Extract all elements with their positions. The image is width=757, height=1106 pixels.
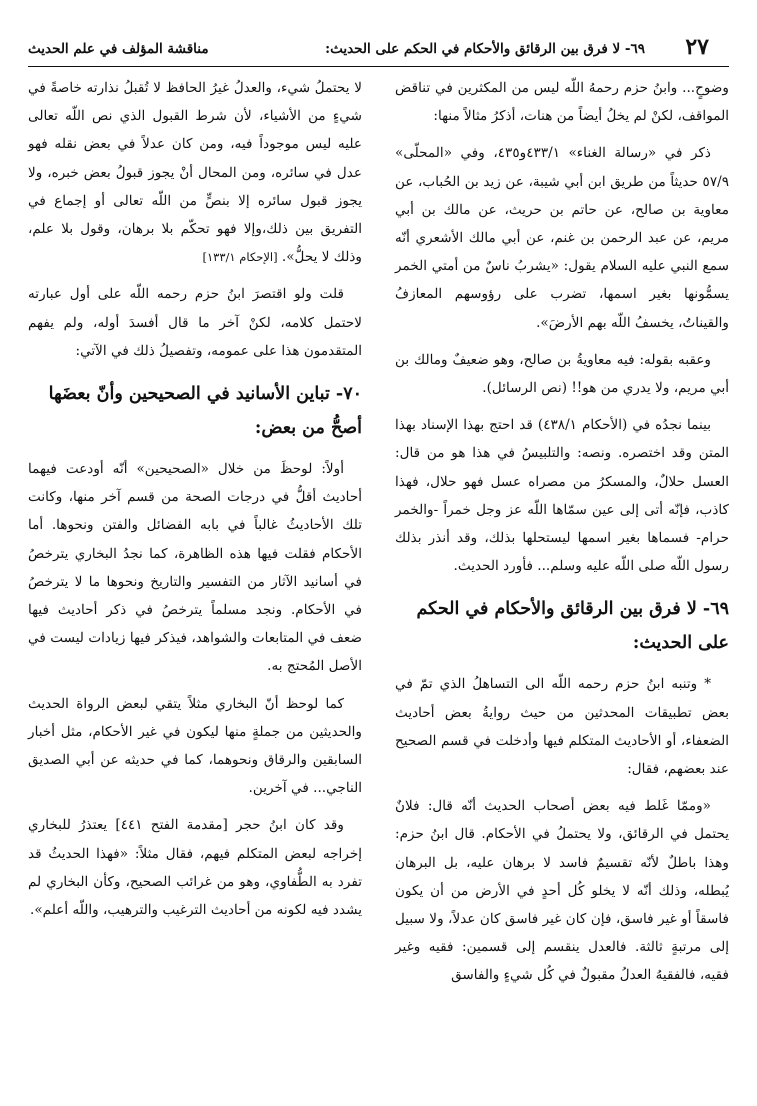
right-column xyxy=(395,74,729,999)
paragraph: بينما نجدُه في (الأحكام ٤٣٨/١) قد احتج بهذا الإسناد بهذا المتن وقد اختصره. ونصه: والتلبيسُ في هذا هو من قال: العسل حلالٌ، والمسكرُ من مصراه عسل فهو حلال، فهذا كاذب، فإنّه أتى إلى عين سمّاها اللّه عز وجل خمراً -والخمر حرام- فسماها بغير اسمها ليستحلها بذلك، وقد أنذر بذلك رسول اللّه صلى اللّه عليه وسلم... فأورد الحديث. xyxy=(395,417,729,575)
section-heading-69: ٦٩- لا فرق بين الرقائق والأحكام في الحكم على الحديث: xyxy=(416,599,729,654)
paragraph: «وممّا غَلط فيه بعض أصحاب الحديث أنّه قال: فلانٌ يحتمل في الرقائق، ولا يحتملُ في الأحكام. قال ابنُ حزم: وهذا باطلٌ لأنّه تقسيمٌ فاسد لا برهان عليه، بل البرهان يُبطله، وذلك أنّه لا يخلو كُل أحدٍ في الأرض من أن يكون فاسقاً أو غير فاسق، فإن كان غير فاسق كان عدلاً، ولا سبيل إلى مرتبةٍ ثالثة. فالعدل ينقسم إلى قسمين: فقيه وغير فقيه، فالفقيهُ العدلُ مقبولٌ في كُل شيءٍ والفاسق xyxy=(395,798,729,984)
paragraph xyxy=(28,74,362,271)
paragraph: * وتنبه ابنُ حزم رحمه اللّه الى التساهلُ الذي تمّ في بعض تطبيقات المحدثين من حيث روايةُ بعض أحاديث الضعفاء، أو الأحاديث المتكلم فيها وأدخلت في قسم الصحيح عند بعضهم، فقال: xyxy=(395,676,729,778)
running-title-right: ٦٩- لا فرق بين الرقائق والأحكام في الحكم على الحديث: xyxy=(325,41,645,57)
header-divider xyxy=(28,66,729,67)
paragraph: وضوحٍ... وابنُ حزم رحمهُ اللّه ليس من المكثرين في تناقض المواقف، لكنْ لم يخلُ أيضاً من هنات، أذكرُ مثالاً منها: xyxy=(395,80,729,125)
page-number: ٢٧ xyxy=(685,34,709,60)
paragraph: وقد كان ابنُ حجر [مقدمة الفتح ٤٤١] يعتذرُ للبخاري إخراجه لبعض المتكلم فيهم، فقال مثلاً: «فهذا الحديثُ قد تفرد به الطُّفاوي، وهو من غرائب الصحيح، وكأن البخاري لم يشدد فيه لكونه من أحاديث الترغيب والترهيب، واللّه أعلم». xyxy=(28,817,362,919)
paragraph: وعقبه بقوله: فيه معاويةُ بن صالح، وهو ضعيفٌ ومالك بن أبي مريم، ولا يدري من هو!! (نص الرسائل). xyxy=(395,351,729,397)
paragraph: أولاً: لوحظَ من خلال «الصحيحين» أنّه أودعت فيهما أحاديث أقلُّ في درجات الصحة من قسم آخر منها، وكانت تلك الأحاديثُ غالباً في بابه الفضائل والفتن ونحوها. أما الأحكام فقلت فيها هذه الظاهرة، كما نجدُ البخاري يترخصُ في أسانيد الآثار من التفسير والتاريخ ونحوها ما لا يترخصُ في الأحكام. ونجد مسلماً يترخصُ في ذكر أحاديث فيها ضعف في المتابعات والشواهد، فيذكر فيها زيادات ليست في الأصل المُحتج به. xyxy=(28,461,362,675)
running-title-left: مناقشة المؤلف في علم الحديث xyxy=(28,41,209,57)
paragraph: قلت ولو اقتصرَ ابنُ حزم رحمه اللّه على أول عبارته لاحتمل كلامه، لكنْ آخر ما قال أفسدَ أوله، ولم يفهم المتقدمون هذا على عمومه، وتفصيلُ ذلك في الآتي: xyxy=(28,286,362,359)
paragraph: ذكر في «رسالة الغناء» ٤٣٣/١و٤٣٥، وفي «المحلّى» ٥٧/٩ حديثاً من طريق ابن أبي شيبة، عن زيد بن الحُباب، عن معاوية بن صالح، عن حاتم بن حريث، عن مالك بن أبي مريم، عن عبد الرحمن بن غنم، عن أبي مالك الأشعري أنّه سمع النبي عليه السلام يقول: «يشربُ ناسٌ من أمتي الخمر يسمُّونها بغير اسمها، تضرب على رؤوسهم المعازفُ والقيناتُ، يخسفُ اللّه بهم الأرضَ». xyxy=(395,145,729,331)
paragraph: كما لوحظ أنّ البخاري مثلاً يتقي لبعض الرواة الحديث والحديثين من جملةٍ منها ليكون في غير الأحكام، مثل أخبار السابقين والرقاق ونحوهما، كما في حديثه عن أبي الصديق الناجي... في آخرين. xyxy=(28,695,362,797)
citation: [الإحكام ١٣٣/١] xyxy=(202,250,278,265)
paragraph-text: لا يحتملُ شيء، والعدلُ غيرُ الحافظ لا تُقبلُ نذارته خاصةً في شيءٍ من الأشياء، لأن شرط القبول الذي نص اللّه تعالى عليه ليس موجوداً فيه، ومن كان عدلاً في بعض نقله فهو عدل في سائره، ومن المحال أنْ يجوز قبولُ بعض خبره، ولا يجوز قبول سائره إلا بنصٍّ من اللّه تعالى أو إجماع في التفريق بين ذلك،وإلا فهو تحكّم بلا برهان، وقول بلا علم، وذلك لا يحلُّ». xyxy=(28,80,362,266)
page-header xyxy=(20,36,737,64)
left-column xyxy=(28,74,362,933)
section-heading-70: ٧٠- تباين الأسانيد في الصحيحين وأنّ بعضَها أصحُّ من بعض: xyxy=(48,384,362,439)
